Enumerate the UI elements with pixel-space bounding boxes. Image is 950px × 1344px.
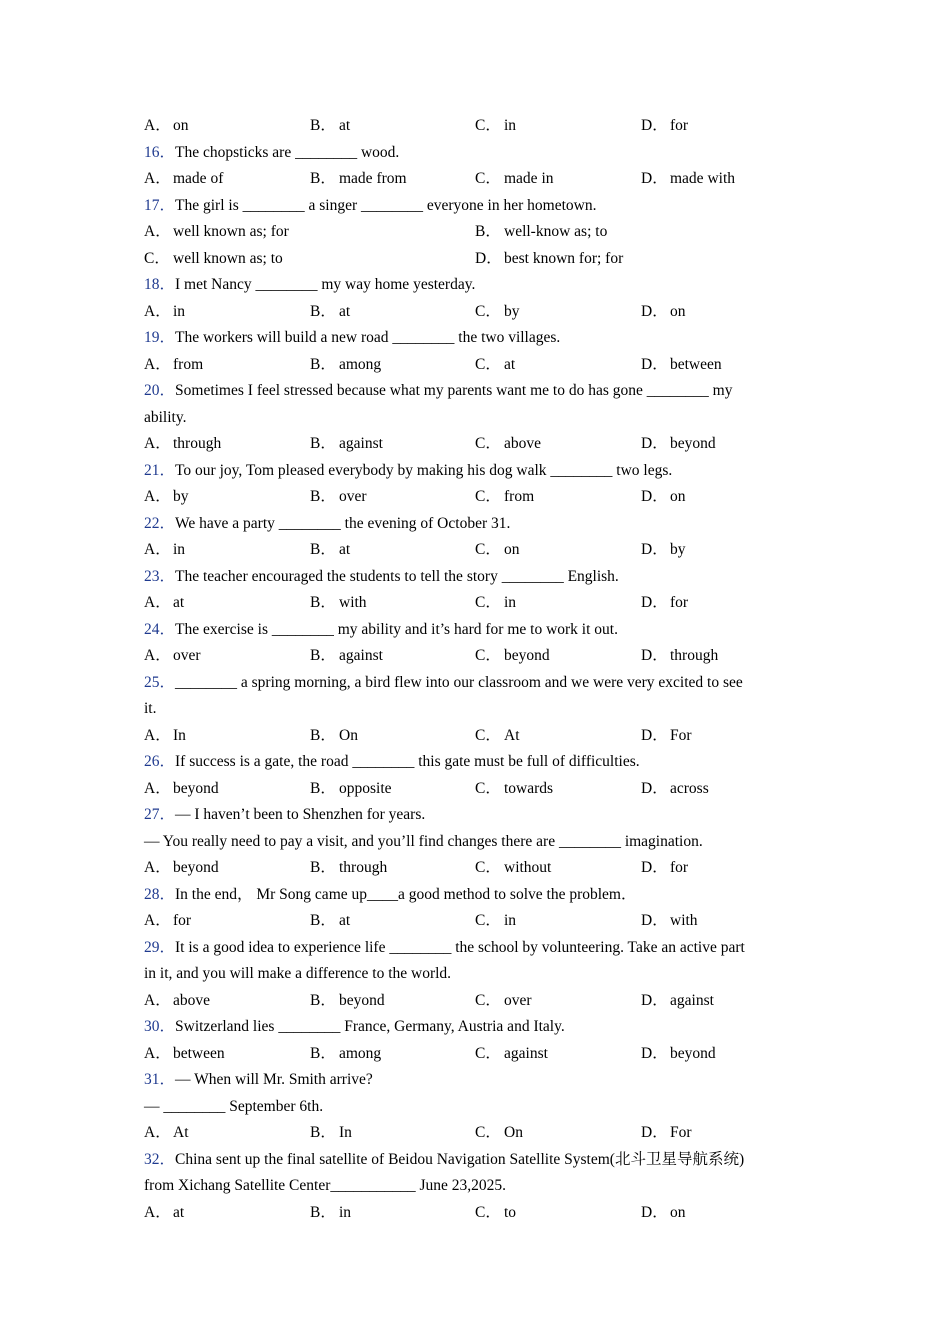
question-stem <box>144 325 804 352</box>
option-d: D． on <box>641 302 686 320</box>
question-stem-continued <box>144 961 804 988</box>
question-number: 22． <box>144 514 176 532</box>
question-number: 16． <box>144 143 176 161</box>
question-number: 28． <box>144 885 176 903</box>
option-a: A． over <box>144 647 201 664</box>
question-stem <box>144 1067 804 1094</box>
question-stem <box>144 458 804 485</box>
option-d: D． against <box>641 991 714 1009</box>
option-a: A． well known as; for <box>144 223 289 240</box>
question-text: ________ a spring morning, a bird flew into our classroom and we were very excited to see <box>175 673 743 691</box>
question-text: — I haven’t been to Shenzhen for years. <box>175 806 426 823</box>
question-text: The workers will build a new road ________ the two villages. <box>175 329 561 346</box>
option-c: C． over <box>475 991 532 1009</box>
option-a: A． beyond <box>144 779 219 797</box>
option-c: C． above <box>475 435 542 452</box>
option-c: C． made in <box>475 170 554 187</box>
question-stem <box>144 749 804 776</box>
options-row <box>144 988 804 1015</box>
option-a: A． made of <box>144 170 224 187</box>
question-text: The girl is ________ a singer ________ everyone in her hometown. <box>175 196 597 214</box>
option-d: D． For <box>641 1124 692 1141</box>
question-stem <box>144 564 804 591</box>
option-c: C． against <box>475 1044 548 1062</box>
option-c: C． At <box>475 726 520 744</box>
option-d: D． by <box>641 541 686 558</box>
option-a: A． beyond <box>144 859 219 876</box>
question-stem <box>144 882 804 909</box>
option-a: A． in <box>144 302 186 320</box>
question-number: 20． <box>144 382 176 399</box>
question-stem <box>144 193 804 220</box>
options-row <box>144 855 804 882</box>
option-a: A． on <box>144 117 189 134</box>
option-b: B． at <box>310 117 351 134</box>
option-c: C． by <box>475 302 520 320</box>
options-row <box>144 643 804 670</box>
option-a: A． through <box>144 435 222 452</box>
options-row <box>144 166 804 193</box>
question-stem <box>144 140 804 167</box>
question-text: The chopsticks are ________ wood. <box>175 143 400 161</box>
option-b: B． with <box>310 594 367 611</box>
options-row <box>144 590 804 617</box>
option-a: A． from <box>144 355 204 373</box>
question-text: — You really need to pay a visit, and you’ll find changes there are ________ imagination. <box>144 832 703 850</box>
question-text: Sometimes I feel stressed because what my parents want me to do has gone ________ my <box>175 382 733 399</box>
option-d: D． on <box>641 488 686 505</box>
question-number: 25． <box>144 673 176 691</box>
question-stem <box>144 1147 804 1174</box>
options-row <box>144 1041 804 1068</box>
question-text: — When will Mr. Smith arrive? <box>175 1071 373 1088</box>
option-d: D． beyond <box>641 435 716 452</box>
question-text: — ________ September 6th. <box>144 1097 324 1115</box>
options-row <box>144 299 804 326</box>
question-number: 24． <box>144 620 176 638</box>
option-d: D． with <box>641 912 698 929</box>
question-text: China sent up the final satellite of Beidou Navigation Satellite System(北斗卫星导航系统) <box>175 1150 745 1168</box>
question-number: 17． <box>144 196 176 214</box>
question-stem <box>144 670 804 697</box>
option-c: C． well known as; to <box>144 249 283 267</box>
option-b: B． beyond <box>310 991 385 1009</box>
option-c: C． at <box>475 355 516 373</box>
question-number: 18． <box>144 276 176 293</box>
question-text: To our joy, Tom pleased everybody by making his dog walk ________ two legs. <box>175 461 673 479</box>
question-number: 31． <box>144 1071 176 1088</box>
option-c: C． without <box>475 859 552 876</box>
question-text: from Xichang Satellite Center___________ June 23,2025. <box>144 1177 507 1194</box>
option-a: A． at <box>144 594 185 611</box>
question-text: ability. <box>144 408 187 426</box>
option-d: D． through <box>641 647 719 664</box>
options-row <box>144 431 804 458</box>
option-d: D． for <box>641 594 689 611</box>
question-stem <box>144 617 804 644</box>
option-a: A． At <box>144 1124 189 1141</box>
option-c: C． to <box>475 1203 517 1221</box>
option-b: B． In <box>310 1124 352 1141</box>
question-number: 19． <box>144 329 176 346</box>
option-b: B． at <box>310 541 351 558</box>
option-a: A． by <box>144 488 189 505</box>
options-row <box>144 113 804 140</box>
option-d: D． made with <box>641 170 735 187</box>
question-text: In the end， Mr Song came up____a good method to solve the problem． <box>175 885 637 903</box>
question-text: Switzerland lies ________ France, Germany, Austria and Italy. <box>175 1018 565 1035</box>
option-c: C． from <box>475 488 535 505</box>
option-c: C． in <box>475 912 517 929</box>
option-d: D． across <box>641 779 709 797</box>
option-b: B． at <box>310 302 351 320</box>
option-d: D． beyond <box>641 1044 716 1062</box>
question-stem <box>144 378 804 405</box>
options-row <box>144 723 804 750</box>
question-stem <box>144 272 804 299</box>
option-b: B． made from <box>310 170 407 187</box>
question-stem-continued <box>144 405 804 432</box>
options-row <box>144 1120 804 1147</box>
question-number: 21． <box>144 461 176 479</box>
question-text: The exercise is ________ my ability and it’s hard for me to work it out. <box>175 620 618 638</box>
options-row <box>144 1200 804 1227</box>
question-stem <box>144 511 804 538</box>
question-text: The teacher encouraged the students to tell the story ________ English. <box>175 567 619 585</box>
option-b: B． well-know as; to <box>475 223 608 240</box>
option-b: B． opposite <box>310 779 392 797</box>
option-c: C． in <box>475 117 517 134</box>
option-b: B． among <box>310 355 382 373</box>
option-d: D． for <box>641 117 689 134</box>
option-b: B． On <box>310 726 358 744</box>
question-text: We have a party ________ the evening of October 31. <box>175 514 511 532</box>
question-text: It is a good idea to experience life ________ the school by volunteering. Take an active part <box>175 938 745 956</box>
worksheet-page <box>144 113 804 1226</box>
question-stem-continued <box>144 829 804 856</box>
question-text: in it, and you will make a difference to the world. <box>144 965 452 982</box>
question-stem-continued <box>144 1173 804 1200</box>
question-stem <box>144 935 804 962</box>
option-c: C． in <box>475 594 517 611</box>
option-b: B． in <box>310 1203 352 1221</box>
option-b: B． at <box>310 912 351 929</box>
options-row <box>144 776 804 803</box>
question-text: it. <box>144 700 157 717</box>
question-stem-continued <box>144 696 804 723</box>
option-b: B． among <box>310 1044 382 1062</box>
option-d: D． best known for; for <box>475 249 624 267</box>
option-c: C． beyond <box>475 647 550 664</box>
question-number: 27． <box>144 806 176 823</box>
option-c: C． towards <box>475 779 554 797</box>
options-row <box>144 246 804 273</box>
options-row <box>144 484 804 511</box>
question-stem-continued <box>144 1094 804 1121</box>
question-number: 23． <box>144 567 176 585</box>
options-row <box>144 537 804 564</box>
option-a: A． for <box>144 912 192 929</box>
question-text: I met Nancy ________ my way home yesterday. <box>175 276 476 293</box>
option-a: A． between <box>144 1044 225 1062</box>
option-a: A． above <box>144 991 211 1009</box>
option-b: B． over <box>310 488 367 505</box>
question-number: 32． <box>144 1150 176 1168</box>
option-b: B． through <box>310 859 388 876</box>
option-d: D． on <box>641 1203 686 1221</box>
option-d: D． for <box>641 859 689 876</box>
question-list <box>144 140 804 1227</box>
option-b: B． against <box>310 435 383 452</box>
options-row <box>144 219 804 246</box>
option-d: D． between <box>641 355 722 373</box>
option-c: C． on <box>475 541 520 558</box>
options-row <box>144 908 804 935</box>
option-a: A． In <box>144 726 186 744</box>
options-row <box>144 352 804 379</box>
question-stem <box>144 1014 804 1041</box>
option-d: D． For <box>641 726 692 744</box>
option-b: B． against <box>310 647 383 664</box>
question-number: 30． <box>144 1018 176 1035</box>
option-a: A． at <box>144 1203 185 1221</box>
option-a: A． in <box>144 541 186 558</box>
question-text: If success is a gate, the road ________ this gate must be full of difficulties. <box>175 753 640 770</box>
option-c: C． On <box>475 1124 523 1141</box>
question-number: 29． <box>144 938 176 956</box>
question-number: 26． <box>144 753 176 770</box>
question-stem <box>144 802 804 829</box>
